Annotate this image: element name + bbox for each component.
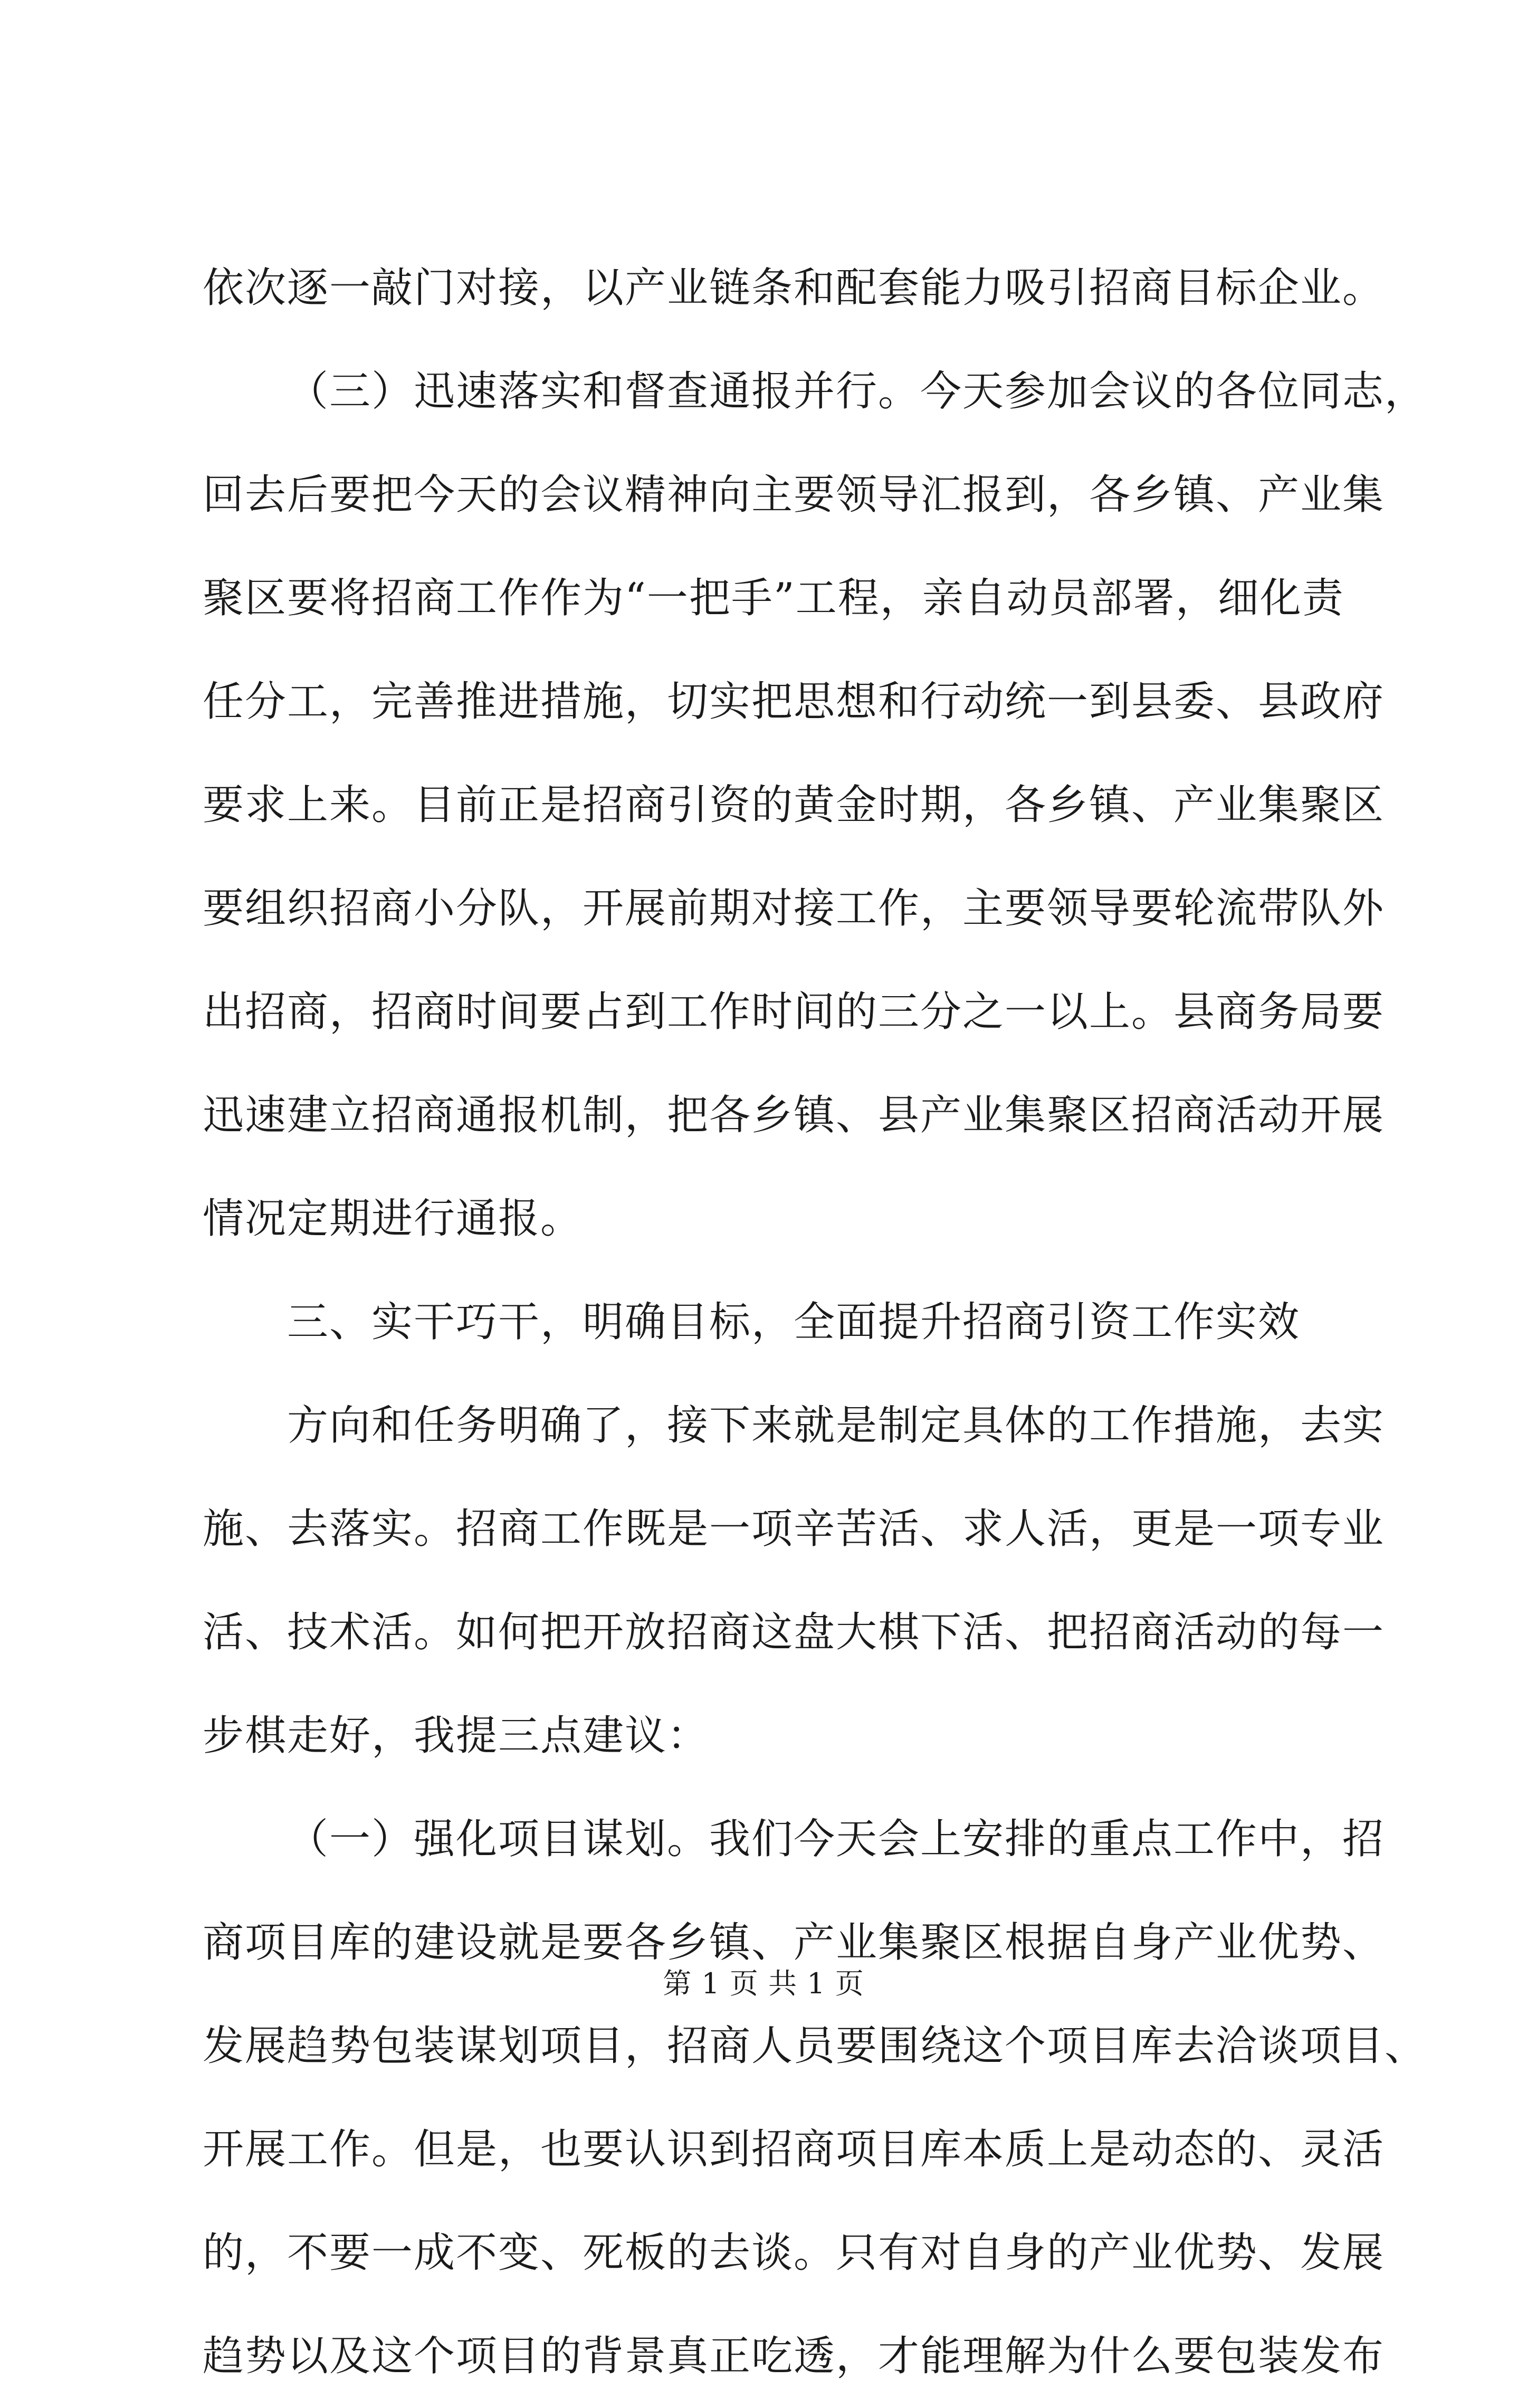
text-line: 出招商，招商时间要占到工作时间的三分之一以上。县商务局要 (203, 988, 1385, 1036)
text-line: 依次逐一敲门对接，以产业链条和配套能力吸引招商目标企业。 (203, 264, 1385, 312)
paragraph-start-line: 方向和任务明确了，接下来就是制定具体的工作措施，去实 (287, 1402, 1385, 1449)
text-line: 趋势以及这个项目的背景真正吃透，才能理解为什么要包装发布 (203, 2333, 1385, 2380)
text-line: 步棋走好，我提三点建议： (203, 1712, 710, 1760)
text-line: 聚区要将招商工作作为“一把手”工程，亲自动员部署，细化责 (203, 575, 1344, 622)
text-line: 活、技术活。如何把开放招商这盘大棋下活、把招商活动的每一 (203, 1609, 1385, 1656)
text-line: 情况定期进行通报。 (203, 1195, 583, 1243)
text-line: 迅速建立招商通报机制，把各乡镇、县产业集聚区招商活动开展 (203, 1092, 1385, 1139)
text-line: 回去后要把今天的会议精神向主要领导汇报到，各乡镇、产业集 (203, 471, 1385, 519)
text-line: 开展工作。但是，也要认识到招商项目库本质上是动态的、灵活 (203, 2126, 1385, 2173)
page-number-footer: 第 1 页 共 1 页 (663, 1967, 864, 2000)
text-line: 任分工，完善推进措施，切实把思想和行动统一到县委、县政府 (203, 678, 1385, 725)
text-line: 发展趋势包装谋划项目，招商人员要围绕这个项目库去洽谈项目、 (203, 2022, 1427, 2070)
section-heading-line: （三）迅速落实和督查通报并行。今天参加会议的各位同志， (287, 368, 1427, 415)
section-heading-line: （一）强化项目谋划。我们今天会上安排的重点工作中，招 (287, 1815, 1385, 1863)
chapter-heading-line: 三、实干巧干，明确目标，全面提升招商引资工作实效 (287, 1298, 1301, 1346)
text-line: 施、去落实。招商工作既是一项辛苦活、求人活，更是一项专业 (203, 1505, 1385, 1553)
text-line: 要求上来。目前正是招商引资的黄金时期，各乡镇、产业集聚区 (203, 781, 1385, 829)
document-body (203, 236, 1427, 2408)
text-line: 的，不要一成不变、死板的去谈。只有对自身的产业优势、发展 (203, 2229, 1385, 2277)
text-line: 要组织招商小分队，开展前期对接工作，主要领导要轮流带队外 (203, 885, 1385, 932)
text-line: 商项目库的建设就是要各乡镇、产业集聚区根据自身产业优势、 (203, 1919, 1385, 1966)
